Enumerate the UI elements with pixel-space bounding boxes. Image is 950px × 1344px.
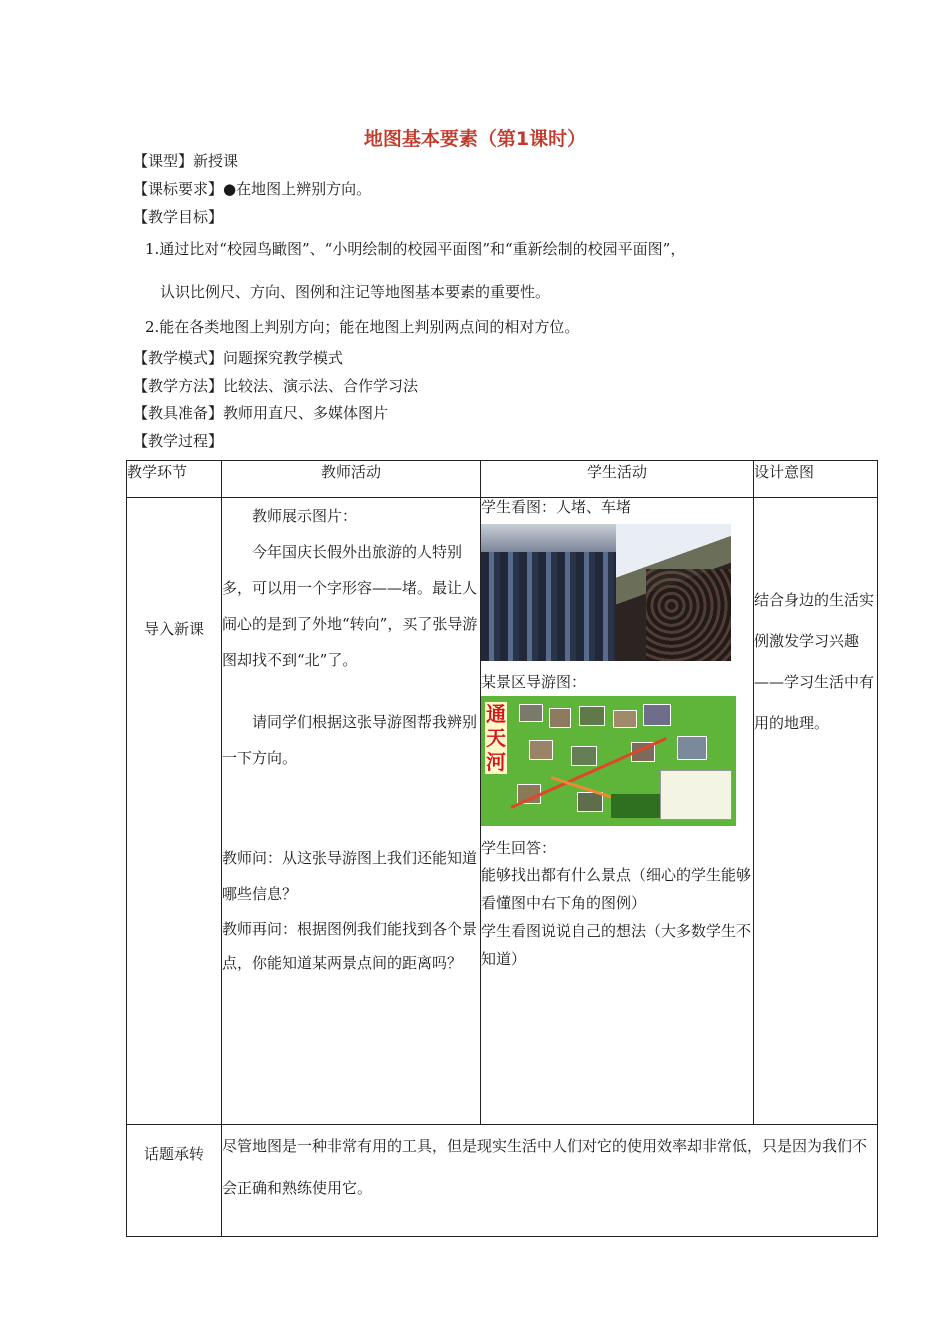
teacher-text: 教师问：从这张导游图上我们还能知道哪些信息？ — [222, 849, 478, 903]
stage-cell — [127, 1125, 222, 1237]
map-thumbnail — [677, 736, 707, 760]
transition-content-cell — [222, 1125, 878, 1237]
student-text: 能够找出都有什么景点（细心的学生能够看懂图中右下角的图例） — [481, 866, 752, 912]
page-title: 地图基本要素（第1课时） — [363, 128, 587, 150]
table-row — [127, 1125, 878, 1237]
teaching-method: 【教学方法】比较法、演示法、合作学习法 — [133, 377, 419, 395]
lesson-type: 【课型】新授课 — [133, 152, 239, 170]
map-thumbnail — [529, 740, 553, 760]
teacher-text: 请同学们根据这张导游图帮我辨别一下方向。 — [222, 713, 478, 767]
traffic-crowd-photo — [481, 524, 731, 661]
map-title: 通天河 — [486, 702, 506, 774]
header-stage: 教学环节 — [127, 461, 222, 498]
teacher-text: 教师展示图片： — [252, 507, 358, 525]
table-header-row — [127, 461, 878, 498]
map-thumbnail — [613, 710, 637, 728]
goal-1-line-1: 1.通过比对“校园鸟瞰图”、“小明绘制的校园平面图”和“重新绘制的校园平面图”， — [145, 240, 686, 258]
student-text: 某景区导游图： — [481, 673, 587, 691]
table-row — [127, 498, 878, 1125]
design-intent-cell — [754, 498, 878, 1125]
student-text: 学生看图说说自己的想法（大多数学生不知道） — [481, 922, 752, 968]
crowd-image — [616, 524, 731, 661]
scenic-map-image — [481, 696, 736, 826]
design-intent-text: 结合身边的生活实例激发学习兴趣——学习生活中有用的地理。 — [754, 591, 875, 732]
traffic-jam-image — [481, 524, 616, 661]
transition-text: 尽管地图是一种非常有用的工具，但是现实生活中人们对它的使用效率却非常低，只是因为我们不会正确和熟练使用它。 — [222, 1137, 868, 1197]
teaching-mode: 【教学模式】问题探究教学模式 — [133, 349, 344, 367]
map-thumbnail — [571, 746, 597, 766]
stage-label: 导入新课 — [143, 620, 204, 638]
curriculum-standard: 【课标要求】●在地图上辨别方向。 — [133, 180, 372, 198]
teacher-activity-cell — [222, 498, 481, 1125]
map-legend — [660, 770, 732, 820]
header-teacher-activity: 教师活动 — [222, 461, 481, 498]
student-text: 学生看图：人堵、车堵 — [481, 498, 632, 516]
goal-1-line-2: 认识比例尺、方向、图例和注记等地图基本要素的重要性。 — [160, 283, 551, 301]
header-student-activity: 学生活动 — [481, 461, 754, 498]
teacher-text: 今年国庆长假外出旅游的人特别多，可以用一个字形容——堵。最让人闹心的是到了外地“转向”，买了张导游图却找不到“北”了。 — [222, 543, 478, 669]
header-design-intent: 设计意图 — [754, 461, 878, 498]
teacher-text: 教师再问：根据图例我们能找到各个景点，你能知道某两景点间的距离吗？ — [222, 920, 478, 972]
stage-label: 话题承转 — [143, 1145, 204, 1163]
teaching-process-table — [126, 460, 878, 1237]
student-activity-cell — [481, 498, 754, 1125]
map-thumbnail — [549, 708, 571, 728]
map-thumbnail — [643, 704, 671, 726]
student-text: 学生回答： — [481, 839, 557, 857]
stage-cell — [127, 498, 222, 1125]
goal-2: 2.能在各类地图上判别方向；能在地图上判别两点间的相对方位。 — [145, 318, 580, 336]
teaching-tools: 【教具准备】教师用直尺、多媒体图片 — [133, 404, 389, 422]
map-thumbnail — [519, 704, 543, 722]
teaching-process-label: 【教学过程】 — [133, 432, 224, 450]
teaching-goals-label: 【教学目标】 — [133, 208, 224, 226]
map-thumbnail — [579, 706, 605, 726]
